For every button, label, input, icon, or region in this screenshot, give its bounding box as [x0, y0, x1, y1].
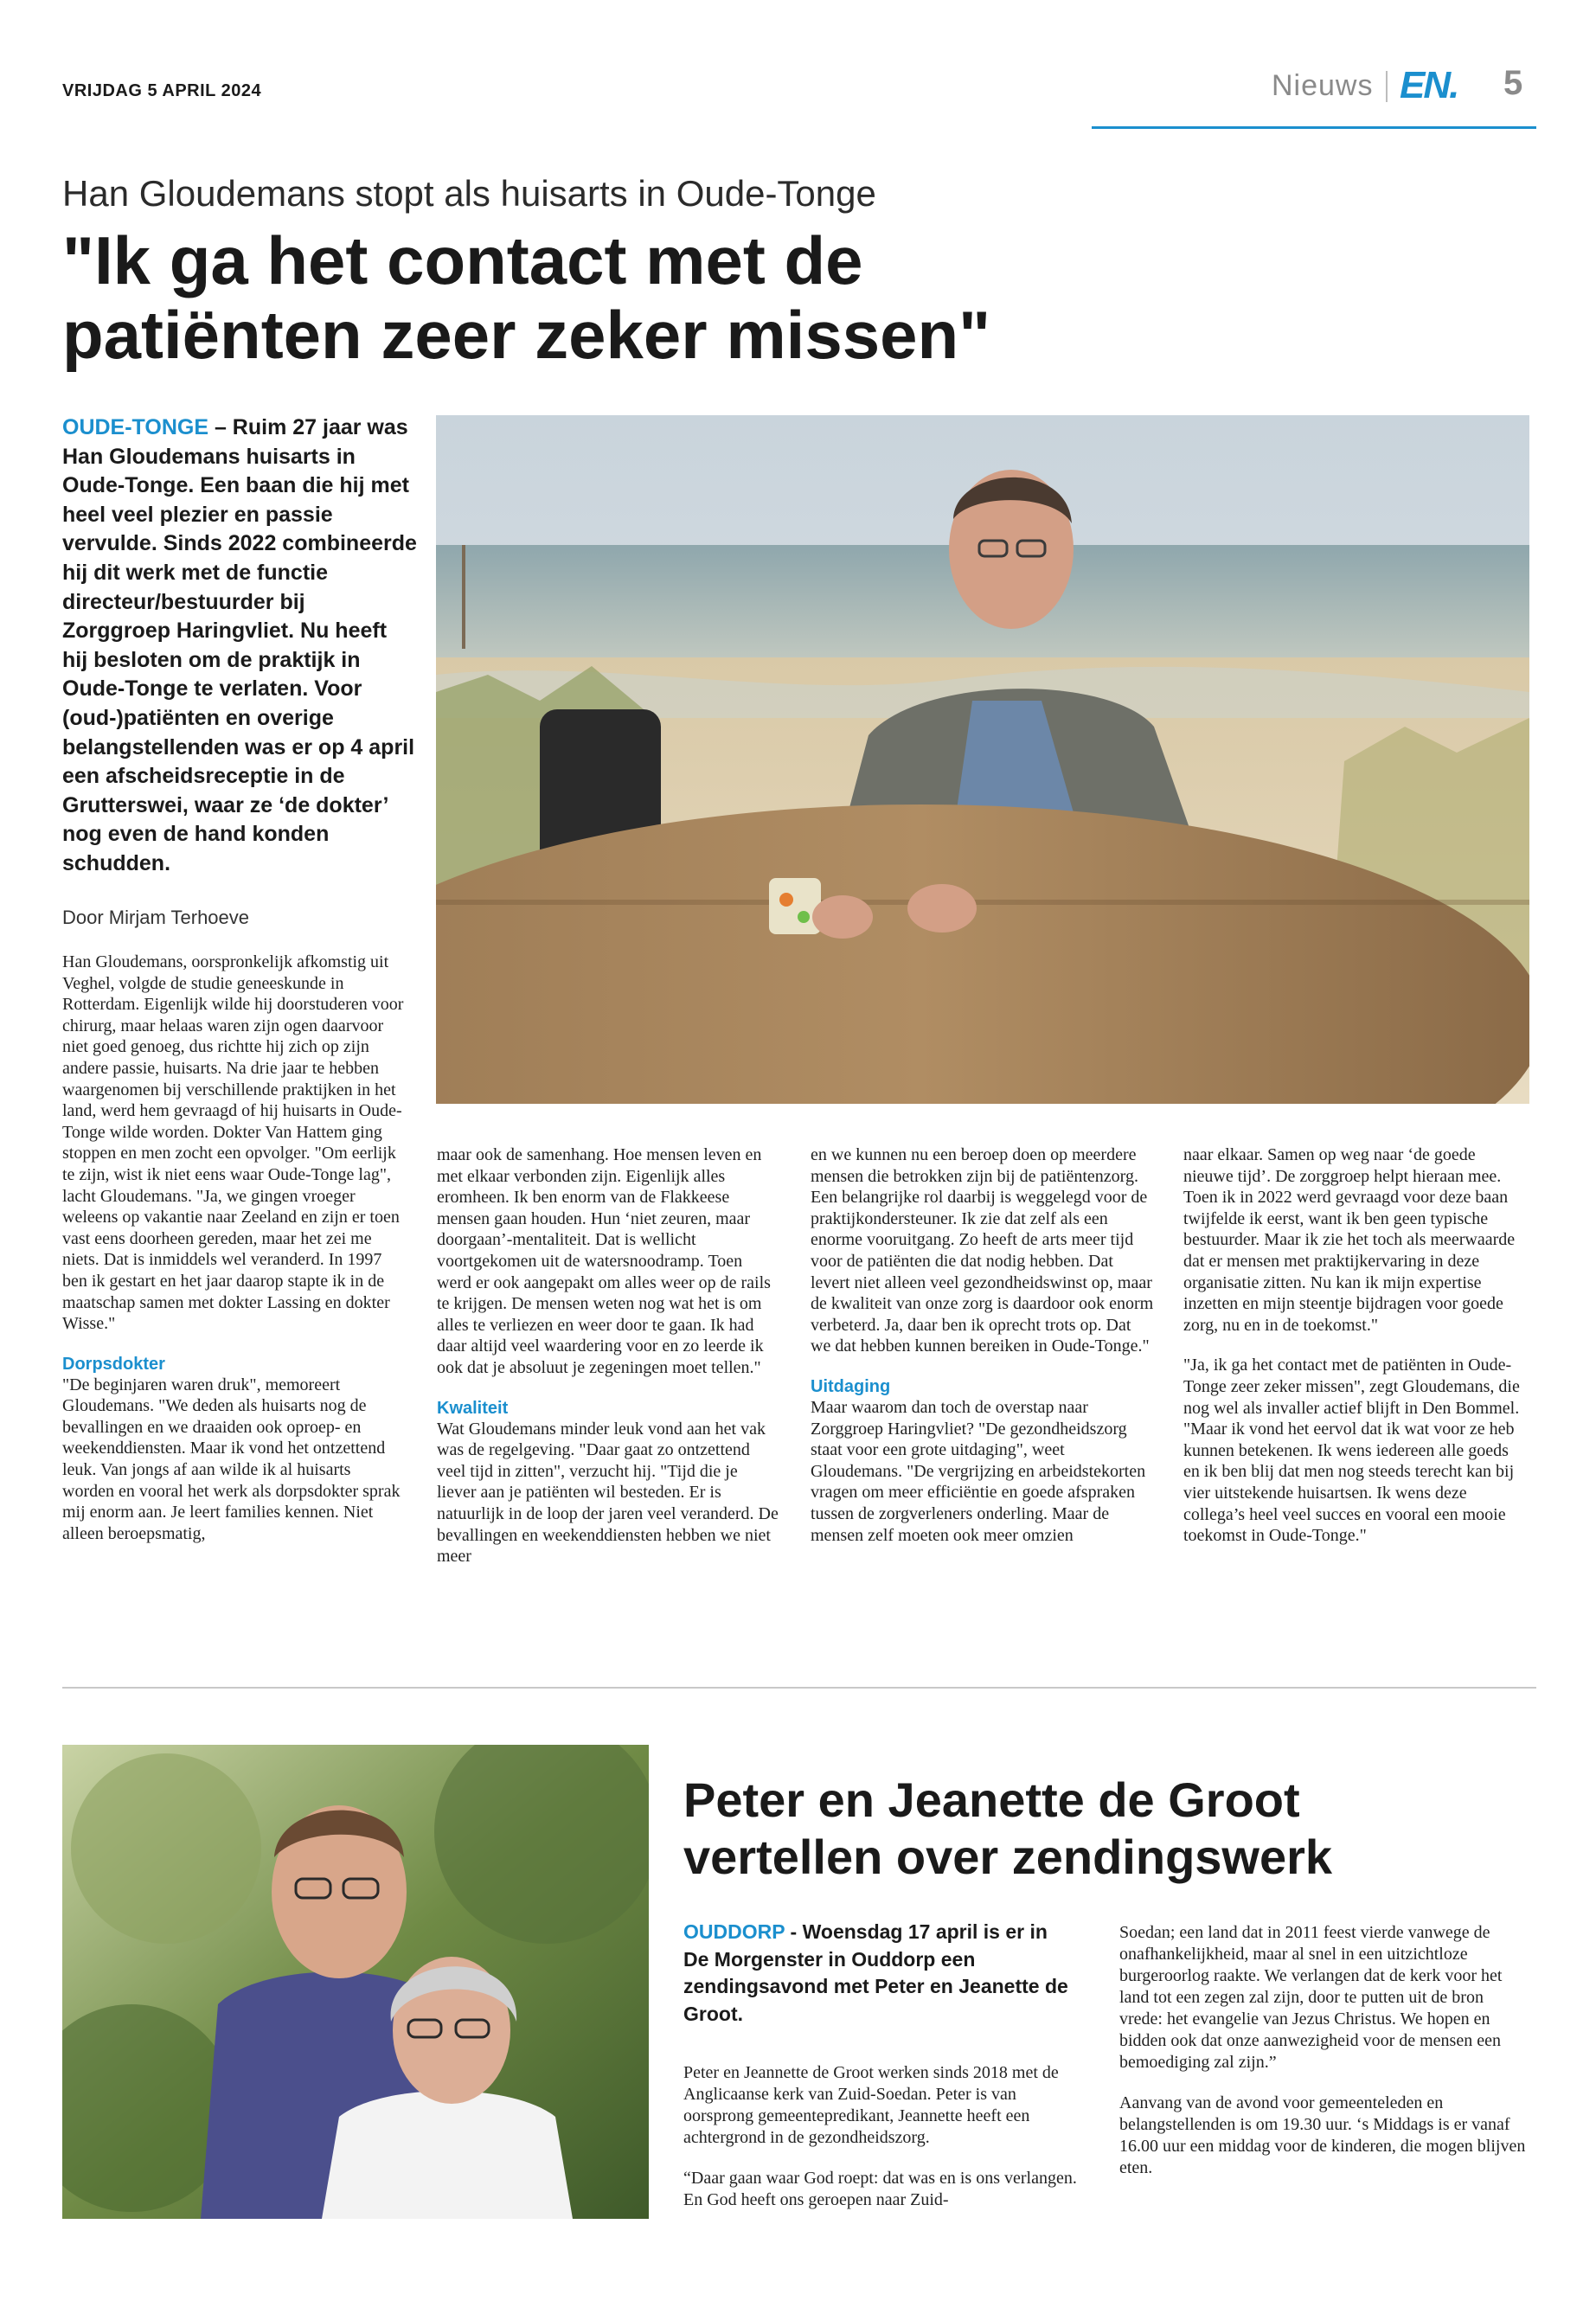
dateline-place: OUDDORP [683, 1920, 785, 1943]
headline-line-1: Peter en Jeanette de Groot [683, 1772, 1300, 1827]
header-rule [1092, 126, 1536, 129]
article-headline [62, 223, 1100, 372]
paragraph: "Ja, ik ga het contact met de patiënten in Oude-Tonge zeer zeker missen", zegt Gloudemans, die nog wel als invaller actief blijft in Den Bommel. "Maar ik vond het eervol dat ik wat voor ze heb kunnen betekenen. Ik wens iedereen alle goeds en ik ben blij dat men nog steeds terecht kan bij vier uitstekende huisartsen. Ik wens deze collega’s heel veel succes en vooral een mooie toekomst in Oude-Tonge." [1183, 1356, 1520, 1546]
paragraph: maar ook de samenhang. Hoe mensen leven en met elkaar verbonden zijn. Eigenlijk alles eromheen. Ik ben enorm van de Flakkeese mensen gaan houden. Hun ‘niet zeuren, maar doorgaan’-mentaliteit. Dat is wellicht voortgekomen uit de watersnoodramp. Toen werd er ook aangepakt om alles weer op de rails te krijgen. De mensen weten nog wat het is om alles te verliezen en weer door te gaan. Ik had daar altijd veel waardering voor en zo leerde ik ook dat je absoluut je zegeningen moet tellen." [437, 1145, 771, 1377]
couple-photo [62, 1745, 649, 2219]
subheading-uitdaging: Uitdaging [811, 1376, 891, 1396]
subheading-dorpsdokter: Dorpsdokter [62, 1354, 165, 1374]
article2-intro [683, 1919, 1073, 2028]
article2-headline [683, 1772, 1514, 1886]
article-body-column-2 [437, 1144, 781, 1567]
headline-line-2: vertellen over zendingswerk [683, 1830, 1333, 1884]
paragraph: en we kunnen nu een beroep doen op meerdere mensen die betrokken zijn bij de patiëntenzorg. Een belangrijke rol daarbij is weggelegd voor de praktijkondersteuner. Ik zie dat zelf als een enorme vooruitgang. Zo heeft de arts meer tijd voor de patiënten die dat nodig hebben. Dat levert niet alleen veel gezondheidswinst op, maar de kwaliteit van onze zorg is daardoor ook enorm verbeterd. Ja, daar ben ik oprecht trots op. Dat we dat hebben kunnen bereiken in Oude-Tonge." [811, 1145, 1154, 1356]
paragraph: Wat Gloudemans minder leuk vond aan het vak was de regelgeving. "Daar gaat zo ontzettend veel tijd in zitten", verzucht hij. "Tijd die je liever aan je patiënten wil besteden. Er is natuurlijk in de loop der jaren veel veranderd. De bevallingen en weekenddiensten hebben we niet meer [437, 1419, 779, 1567]
article-body-column-1 [62, 952, 407, 1544]
newspaper-logo: EN. [1400, 64, 1458, 106]
paragraph: naar elkaar. Samen op weg naar ‘de goede nieuwe tijd’. De zorggroep helpt hieraan mee. Toen ik in 2022 werd gevraagd voor deze baan twijfelde ik eerst, want ik ben geen typische bestuurder. Maar ik zie het toch als meerwaarde dat er mensen met praktijkervaring in deze organisatie zitten. Nu kan ik mijn expertise inzetten en mijn steentje bijdragen voor goede zorg, nu en in de toekomst." [1183, 1145, 1516, 1335]
paragraph: "De beginjaren waren druk", memoreert Gloudemans. "We deden als huisarts nog de bevallingen en we draaiden ook oproep- en weekenddiensten. Maar ik vond het ontzettend leuk. Van jongs af aan wilde ik al huisarts worden en vooral het werk als dorpsdokter sprak mij enorm aan. Je leert families kennen. Niet alleen beroepsmatig, [62, 1375, 401, 1543]
article2-body-column-1 [683, 2062, 1081, 2211]
article2-body-column-2 [1119, 1922, 1526, 2179]
subheading-kwaliteit: Kwaliteit [437, 1398, 509, 1418]
paragraph: Peter en Jeannette de Groot werken sinds 2018 met de Anglicaanse kerk van Zuid-Soedan. Peter is van oorsprong gemeentepredikant, Jeannette heeft een achtergrond in de gezondheidszorg. [683, 2063, 1059, 2147]
header-separator [1386, 71, 1388, 102]
byline: Door Mirjam Terhoeve [62, 907, 250, 928]
intro-text: - Woensdag 17 april is er in De Morgenster in Ouddorp een zendingsavond met Peter en Jeanette de Groot. [683, 1920, 1068, 2025]
headline-line-2: patiënten zeer zeker missen" [62, 297, 991, 373]
article-body-column-3 [811, 1144, 1155, 1546]
intro-text: – Ruim 27 jaar was Han Gloudemans huisarts in Oude-Tonge. Een baan die hij met heel veel plezier en passie vervulde. Sinds 2022 combineerde hij dit werk met de functie directeur/bestuurder bij Zorggroep Haringvliet. Nu heeft hij besloten om de praktijk in Oude-Tonge te verlaten. Voor (oud-)patiënten en overige belangstellenden was er op 4 april een afscheidsreceptie in de Grutterswei, waar ze ‘de dokter’ nog even de hand konden schudden. [62, 415, 417, 875]
page-number: 5 [1503, 64, 1523, 102]
dateline-place: OUDE-TONGE [62, 415, 208, 439]
section-label: Nieuws [1272, 69, 1374, 102]
portrait-photo [436, 415, 1529, 1104]
paragraph: Aanvang van de avond voor gemeenteleden en belangstellenden is om 19.30 uur. ‘s Middags is er vanaf 16.00 uur een middag voor de kinderen, die mogen blijven eten. [1119, 2093, 1526, 2177]
article-kicker: Han Gloudemans stopt als huisarts in Oude-Tonge [62, 173, 876, 214]
paragraph: Maar waarom dan toch de overstap naar Zorggroep Haringvliet? "De gezondheidszorg staat voor een grote uitdaging", weet Gloudemans. "De vergrijzing en arbeidstekorten vragen om meer efficiëntie en goede afspraken tussen de zorgverleners onderling. Maar de mensen zelf moeten ook meer omzien [811, 1397, 1146, 1545]
article-body-column-4 [1183, 1144, 1528, 1547]
headline-line-1: "Ik ga het contact met de [62, 222, 863, 298]
article-intro [62, 413, 417, 879]
paragraph: Han Gloudemans, oorspronkelijk afkomstig uit Veghel, volgde de studie geneeskunde in Rotterdam. Eigenlijk wilde hij doorstuderen voor chirurg, maar helaas waren zijn ogen daarvoor niet goed genoeg, dus richtte hij zich op zijn andere passie, huisarts. Na drie jaar te hebben waargenomen bij verschillende praktijken in het land, werd hem gevraagd of hij huisarts in Oude-Tonge wilde worden. Dokter Van Hattem ging stoppen en men zocht een opvolger. "Om eerlijk te zijn, wist ik niet eens waar Oude-Tonge lag", lacht Gloudemans. "Ja, we gingen vroeger weleens op vakantie naar Zeeland en zijn er toen vast eens doorheen gereden, maar het zei me niets. Dat is inmiddels wel veranderd. In 1997 ben ik gestart en het jaar daarop stapte ik in de maatschap samen met dokter Lassing en dokter Wisse." [62, 952, 404, 1334]
paragraph: Soedan; een land dat in 2011 feest vierde vanwege de onafhankelijkheid, maar al snel in een uitzichtloze burgeroorlog raakte. We verlangen dat de kerk voor het land tot een zegen zal zijn, door te putten uit de bron vrede: het evangelie van Jezus Christus. We hopen en bidden ook dat onze aanwezigheid voor de mensen een bemoediging zal zijn.” [1119, 1923, 1503, 2072]
article-divider [62, 1687, 1536, 1689]
paragraph: “Daar gaan waar God roept: dat was en is ons verlangen. En God heeft ons geroepen naar Zuid- [683, 2169, 1077, 2209]
issue-date: VRIJDAG 5 APRIL 2024 [62, 81, 262, 100]
